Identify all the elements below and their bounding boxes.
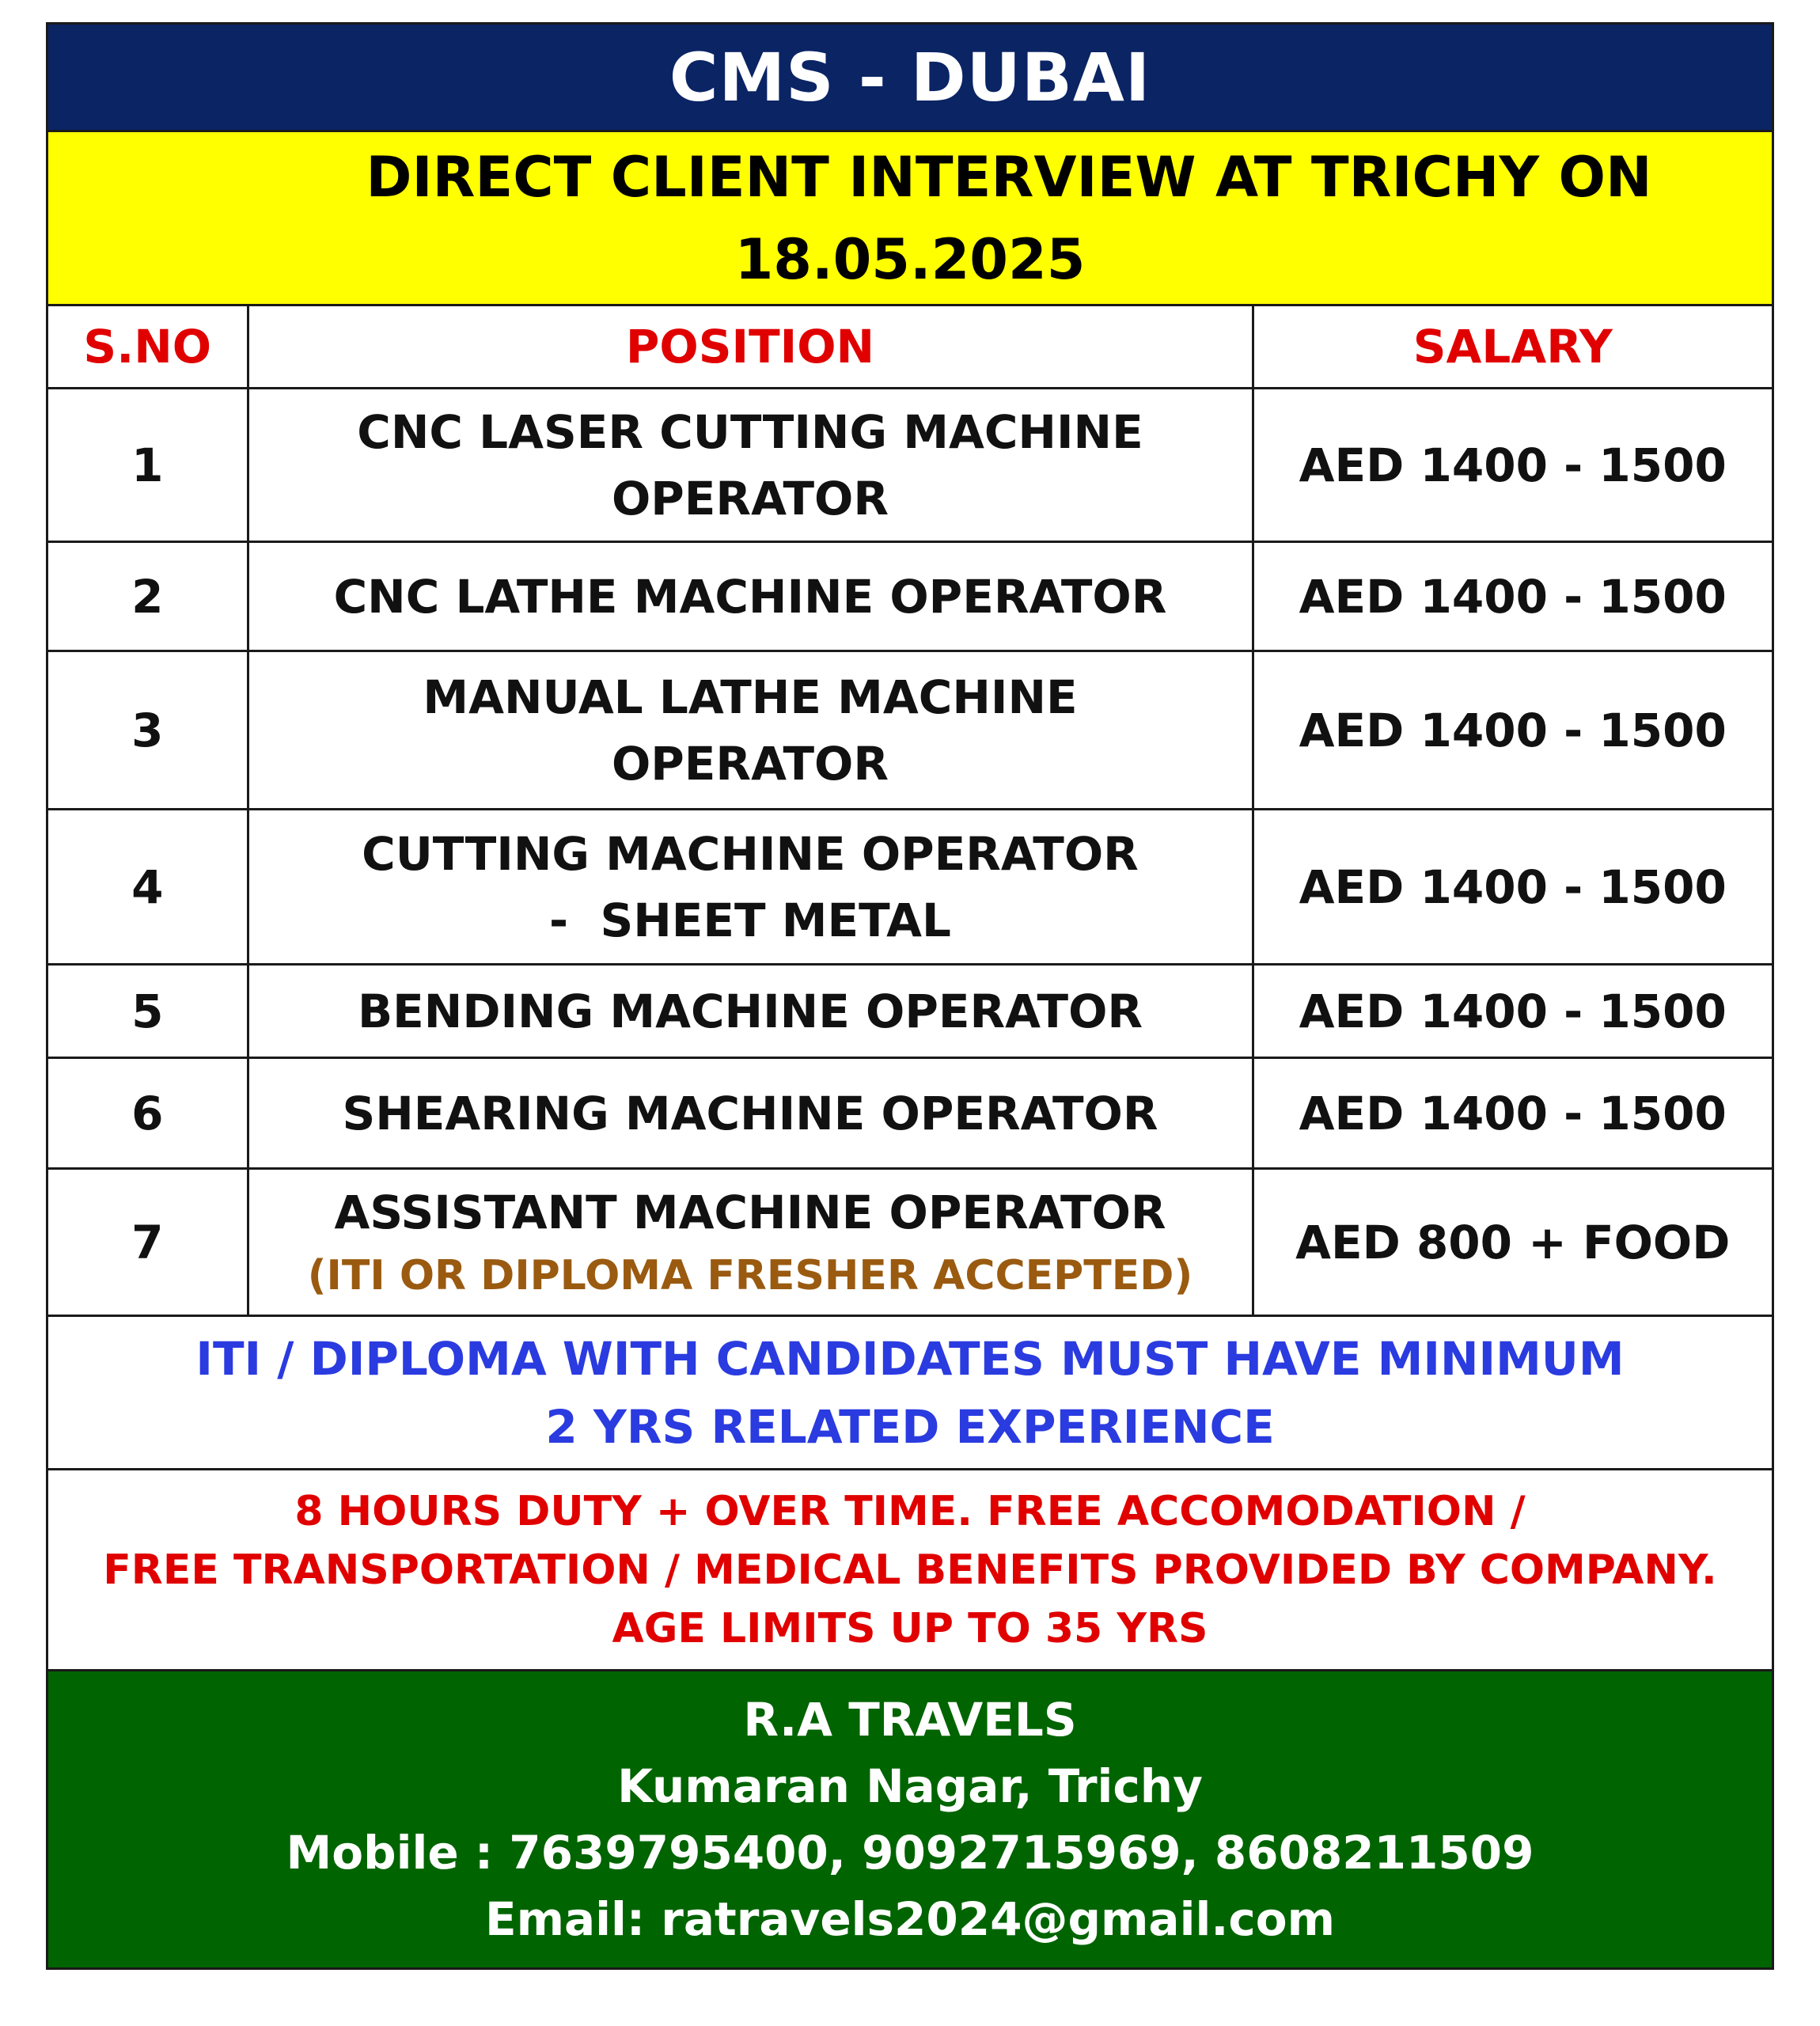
row-position	[248, 1169, 1253, 1316]
benefits-band	[48, 1470, 1772, 1671]
column-header-salary: SALARY	[1253, 306, 1772, 389]
row-position	[248, 542, 1253, 651]
row-sno: 7	[48, 1169, 248, 1316]
row-position	[248, 810, 1253, 965]
positions-table	[48, 306, 1772, 1317]
row-sno: 6	[48, 1058, 248, 1169]
row-salary: AED 1400 - 1500	[1253, 1058, 1772, 1169]
mobile-numbers: Mobile : 7639795400, 9092715969, 8608211509	[286, 1826, 1534, 1880]
poster-title: CMS - DUBAI	[669, 38, 1151, 116]
row-sno: 5	[48, 965, 248, 1058]
table-row	[48, 651, 1772, 810]
table-row	[48, 542, 1772, 651]
row-sno: 3	[48, 651, 248, 810]
row-salary: AED 1400 - 1500	[1253, 651, 1772, 810]
position-line: BENDING MACHINE OPERATOR	[357, 984, 1143, 1038]
email-address: Email: ratravels2024@gmail.com	[484, 1892, 1336, 1946]
benefits-line-3: AGE LIMITS UP TO 35 YRS	[612, 1604, 1208, 1652]
table-row	[48, 389, 1772, 542]
position-line: CUTTING MACHINE OPERATOR	[362, 826, 1139, 881]
benefits-line-1: 8 HOURS DUTY + OVER TIME. FREE ACCOMODATION /	[294, 1487, 1526, 1535]
table-header-row	[48, 306, 1772, 389]
row-position	[248, 965, 1253, 1058]
row-position	[248, 1058, 1253, 1169]
column-header-sno: S.NO	[48, 306, 248, 389]
position-line: MANUAL LATHE MACHINE	[423, 670, 1078, 724]
row-salary: AED 1400 - 1500	[1253, 965, 1772, 1058]
interview-band	[48, 132, 1772, 306]
row-sno: 1	[48, 389, 248, 542]
position-line: OPERATOR	[611, 736, 889, 791]
interview-date: 18.05.2025	[734, 226, 1086, 292]
job-poster	[46, 22, 1774, 1970]
row-salary: AED 1400 - 1500	[1253, 542, 1772, 651]
title-band	[48, 25, 1772, 132]
interview-line-1: DIRECT CLIENT INTERVIEW AT TRICHY ON	[366, 144, 1652, 210]
position-line: OPERATOR	[611, 471, 889, 525]
position-line: - SHEET METAL	[548, 893, 951, 947]
row-sno: 4	[48, 810, 248, 965]
row-sno: 2	[48, 542, 248, 651]
row-salary: AED 1400 - 1500	[1253, 810, 1772, 965]
position-line: ASSISTANT MACHINE OPERATOR	[334, 1185, 1166, 1239]
table-row	[48, 1058, 1772, 1169]
benefits-line-2: FREE TRANSPORTATION / MEDICAL BENEFITS PROVIDED BY COMPANY.	[103, 1546, 1717, 1594]
row-position	[248, 651, 1253, 810]
requirements-band	[48, 1317, 1772, 1470]
table-row	[48, 1169, 1772, 1316]
company-address: Kumaran Nagar, Trichy	[617, 1759, 1203, 1813]
row-salary: AED 1400 - 1500	[1253, 389, 1772, 542]
row-salary: AED 800 + FOOD	[1253, 1169, 1772, 1316]
position-line: CNC LASER CUTTING MACHINE	[357, 404, 1143, 459]
requirements-line-1: ITI / DIPLOMA WITH CANDIDATES MUST HAVE MINIMUM	[195, 1331, 1625, 1386]
requirements-line-2: 2 YRS RELATED EXPERIENCE	[545, 1399, 1275, 1454]
table-row	[48, 810, 1772, 965]
contact-band	[48, 1671, 1772, 1967]
position-line: SHEARING MACHINE OPERATOR	[342, 1086, 1158, 1140]
row-position	[248, 389, 1253, 542]
position-note: (ITI OR DIPLOMA FRESHER ACCEPTED)	[307, 1251, 1193, 1299]
position-line: CNC LATHE MACHINE OPERATOR	[333, 569, 1167, 624]
company-name: R.A TRAVELS	[743, 1693, 1077, 1747]
table-row	[48, 965, 1772, 1058]
column-header-position: POSITION	[248, 306, 1253, 389]
